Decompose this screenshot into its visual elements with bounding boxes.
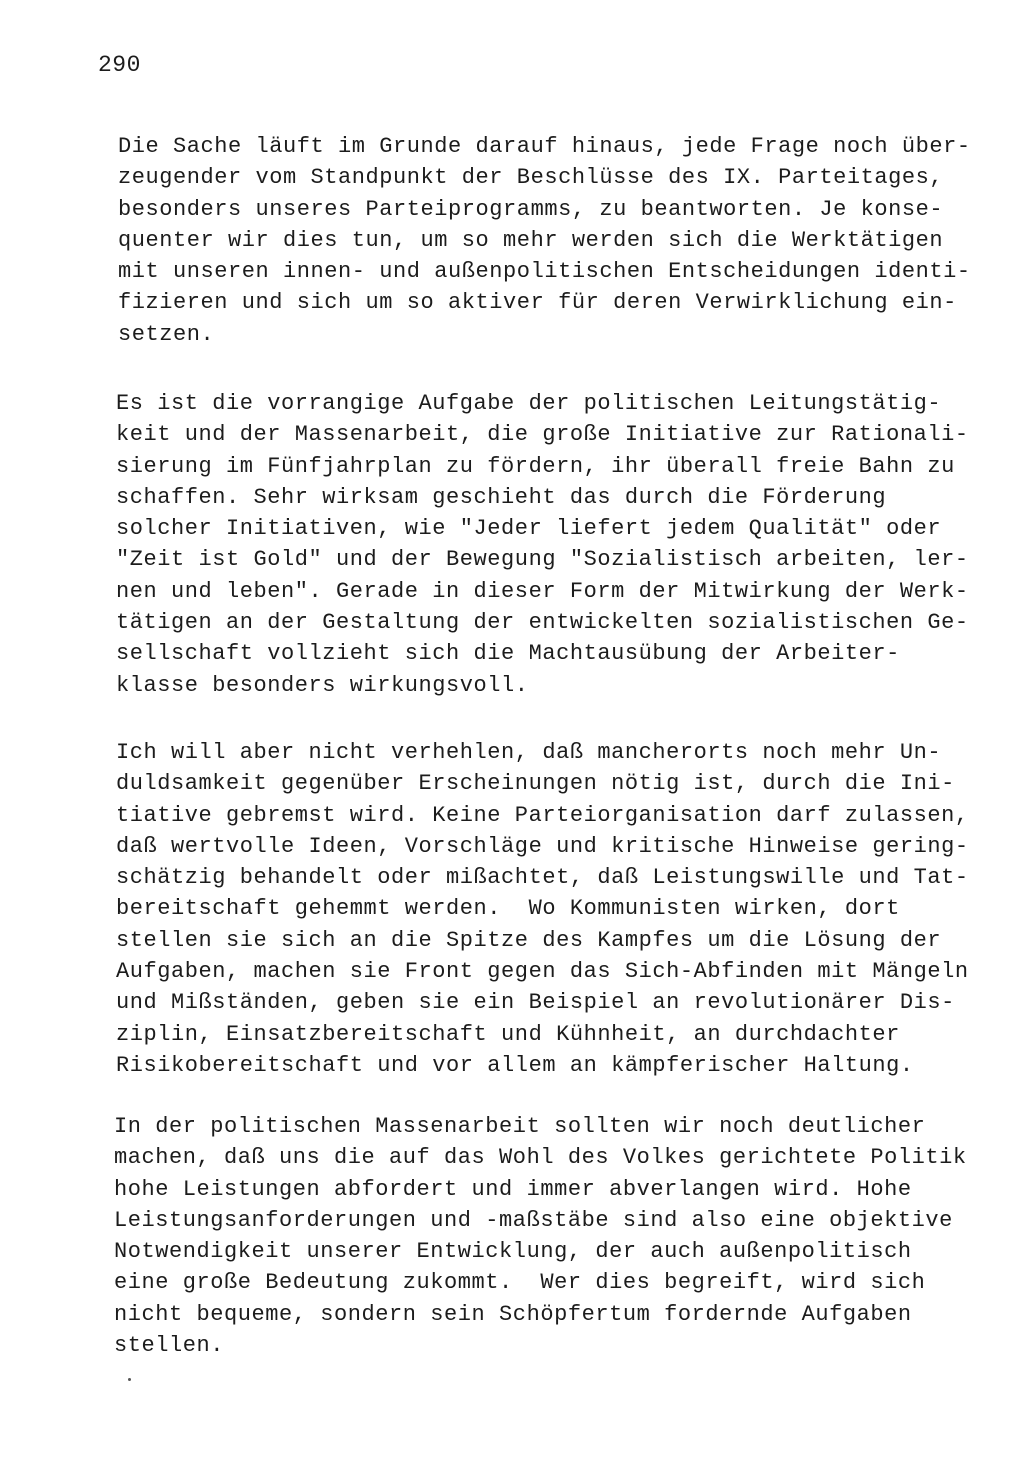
text-line: schaffen. Sehr wirksam geschieht das durch die Förderung [116,484,887,510]
text-line: besonders unseres Parteiprogramms, zu beantworten. Je konse- [118,196,944,222]
text-line: tiative gebremst wird. Keine Parteiorganisation darf zulassen, [116,802,969,828]
stray-ink-dot [128,1378,131,1381]
paragraph-3 [116,737,969,1081]
text-line: keit und der Massenarbeit, die große Initiative zur Rationali- [116,422,969,448]
text-line: hohe Leistungen abfordert und immer abverlangen wird. Hohe [114,1176,912,1202]
text-line: nicht bequeme, sondern sein Schöpfertum fordernde Aufgaben [114,1301,912,1327]
text-line: Risikobereitschaft und vor allem an kämpferischer Haltung. [116,1052,914,1078]
text-line: duldsamkeit gegenüber Erscheinungen nötig ist, durch die Ini- [116,771,955,797]
text-line: Ich will aber nicht verhehlen, daß mancherorts noch mehr Un- [116,740,942,765]
text-line: Die Sache läuft im Grunde darauf hinaus, jede Frage noch über- [118,134,971,159]
paragraph-4 [114,1111,967,1361]
text-line: Leistungsanforderungen und -maßstäbe sind also eine objektive [114,1207,953,1233]
text-line: sellschaft vollzieht sich die Machtausübung der Arbeiter- [116,641,900,667]
text-line: nen und leben". Gerade in dieser Form der Mitwirkung der Werk- [116,578,969,604]
text-line: mit unseren innen- und außenpolitischen Entscheidungen identi- [118,259,971,285]
text-line: tätigen an der Gestaltung der entwickelten sozialistischen Ge- [116,610,969,636]
text-line: zeugender vom Standpunkt der Beschlüsse des IX. Parteitages, [118,165,944,191]
text-line: In der politischen Massenarbeit sollten wir noch deutlicher [114,1114,926,1139]
text-line: klasse besonders wirkungsvoll. [116,672,529,698]
text-line: quenter wir dies tun, um so mehr werden sich die Werktätigen [118,227,944,253]
text-line: bereitschaft gehemmt werden. Wo Kommunisten wirken, dort [116,896,900,922]
paragraph-1 [118,131,971,350]
text-line: solcher Initiativen, wie "Jeder liefert jedem Qualität" oder [116,516,942,542]
text-line: sierung im Fünfjahrplan zu fördern, ihr überall freie Bahn zu [116,453,955,479]
text-line: fizieren und sich um so aktiver für deren Verwirklichung ein- [118,290,957,316]
text-line: Es ist die vorrangige Aufgabe der politischen Leitungstätig- [116,391,942,416]
text-line: schätzig behandelt oder mißachtet, daß Leistungswille und Tat- [116,865,969,891]
text-line: eine große Bedeutung zukommt. Wer dies begreift, wird sich [114,1270,926,1296]
paragraph-2 [116,388,969,701]
text-line: machen, daß uns die auf das Wohl des Volkes gerichtete Politik [114,1145,967,1171]
text-line: "Zeit ist Gold" und der Bewegung "Sozialistisch arbeiten, ler- [116,547,969,573]
text-line: ziplin, Einsatzbereitschaft und Kühnheit, an durchdachter [116,1021,900,1047]
page-number: 290 [98,52,141,78]
text-line: Aufgaben, machen sie Front gegen das Sich-Abfinden mit Mängeln [116,959,969,985]
text-line: Notwendigkeit unserer Entwicklung, der auch außenpolitisch [114,1239,912,1265]
text-line: stellen sie sich an die Spitze des Kampfes um die Lösung der [116,927,942,953]
text-line: und Mißständen, geben sie ein Beispiel an revolutionärer Dis- [116,990,955,1016]
text-line: stellen. [114,1333,225,1359]
text-line: daß wertvolle Ideen, Vorschläge und kritische Hinweise gering- [116,833,969,859]
text-line: setzen. [118,321,215,347]
